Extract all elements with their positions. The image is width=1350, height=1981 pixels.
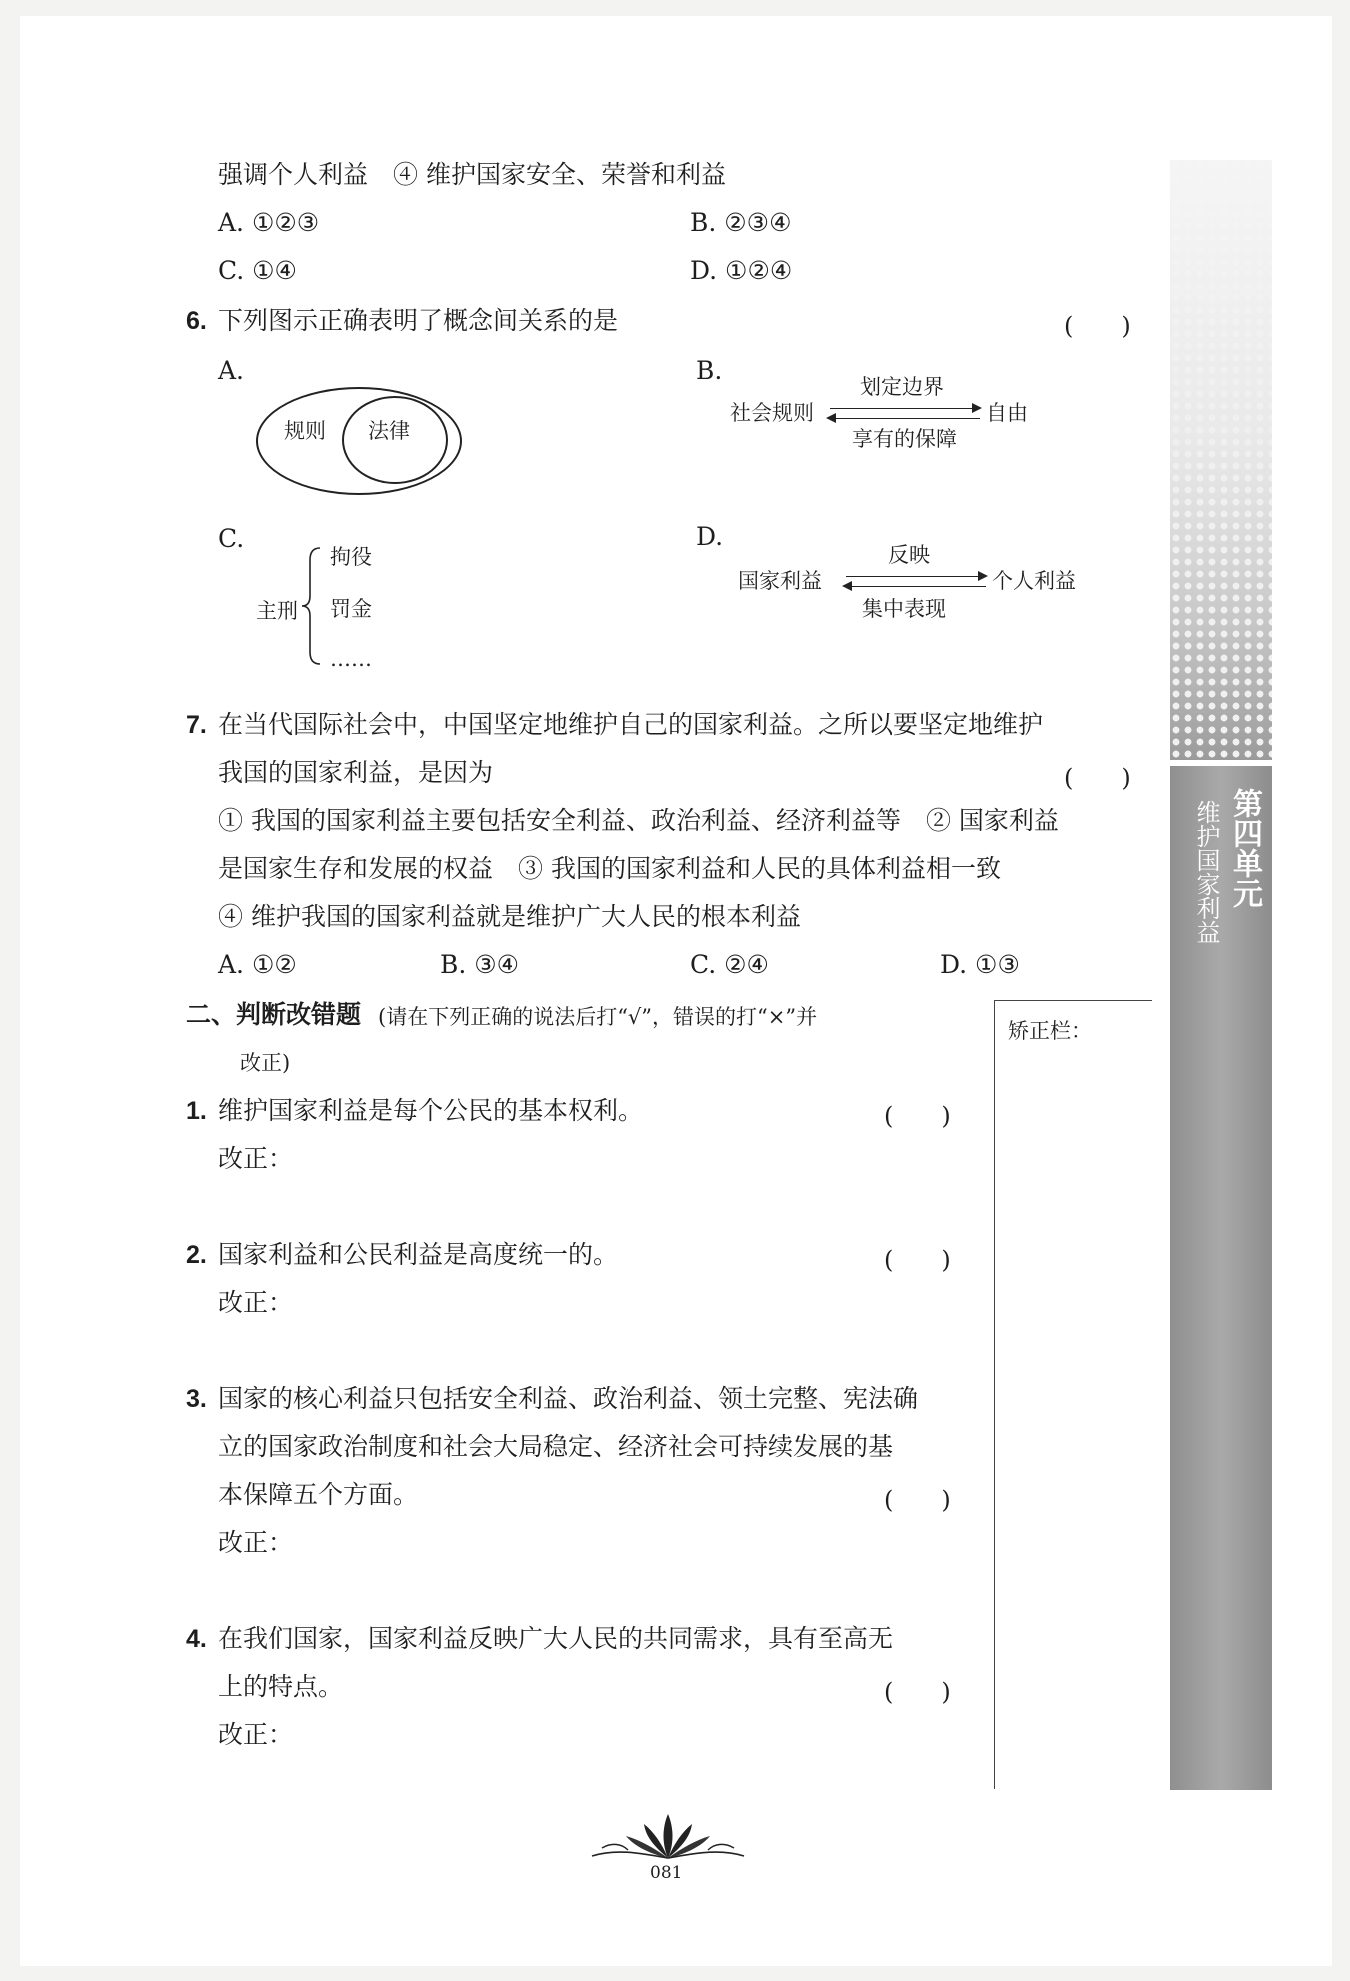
j4-answer-blank[interactable]: ( ) <box>884 1678 951 1706</box>
j2-correct-label: 改正： <box>218 1288 294 1317</box>
j2-text: 国家利益和公民利益是高度统一的。 <box>218 1240 619 1269</box>
j1-answer-blank[interactable]: ( ) <box>884 1102 951 1130</box>
d-left-arrowhead <box>842 581 852 591</box>
d-right-arrowhead <box>978 571 988 581</box>
section2-instruction-2: 改正) <box>240 1051 291 1075</box>
q5-option-c: C. ①④ <box>218 256 297 285</box>
b-right-label: 自由 <box>986 401 1028 425</box>
q6-option-d-label: D. <box>696 522 724 551</box>
q7-line-5: ④ 维护我国的国家利益就是维护广大人民的根本利益 <box>218 902 801 931</box>
d-arrow-bottom-label: 集中表现 <box>862 597 946 621</box>
q7-option-a: A. ①② <box>218 950 297 979</box>
q7-option-d: D. ①③ <box>940 950 1020 979</box>
q5-line: 强调个人利益 ④ 维护国家安全、荣誉和利益 <box>218 160 726 189</box>
b-left-arrowhead <box>826 413 836 423</box>
d-arrow-top-label: 反映 <box>888 543 930 567</box>
b-left-label: 社会规则 <box>730 401 814 425</box>
unit-number: 第四单元 <box>1227 788 1262 908</box>
page-number: 081 <box>650 1863 683 1883</box>
b-arrow-top-label: 划定边界 <box>860 375 944 399</box>
j1-number: 1. <box>186 1097 207 1125</box>
venn-inner-label: 法律 <box>368 419 410 443</box>
q7-number: 7. <box>186 711 207 739</box>
q6-stem: 下列图示正确表明了概念间关系的是 <box>218 306 619 335</box>
j4-number: 4. <box>186 1625 207 1653</box>
q6-number: 6. <box>186 307 207 335</box>
d-left-label: 国家利益 <box>738 569 822 593</box>
b-right-arrow <box>830 408 980 409</box>
d-left-arrow <box>846 586 986 587</box>
venn-outer-label: 规则 <box>284 419 326 443</box>
q7-option-b: B. ③④ <box>440 950 520 979</box>
footer-ornament-icon <box>588 1808 748 1864</box>
q6-option-b-label: B. <box>696 356 723 385</box>
unit-title: 维护国家利益 <box>1192 800 1220 944</box>
j2-number: 2. <box>186 1241 207 1269</box>
b-arrow-bottom-label: 享有的保障 <box>852 427 957 451</box>
c-root-label: 主刑 <box>256 599 298 623</box>
pattern-fade <box>1170 160 1272 760</box>
q6-answer-blank[interactable]: ( ) <box>1064 312 1131 340</box>
j4-line-1: 在我们国家，国家利益反映广大人民的共同需求，具有至高无 <box>218 1624 894 1653</box>
b-right-arrowhead <box>972 403 982 413</box>
c-item-3: …… <box>330 647 372 671</box>
c-item-1: 拘役 <box>330 545 372 569</box>
j3-line-1: 国家的核心利益只包括安全利益、政治利益、领土完整、宪法确 <box>218 1384 919 1413</box>
j3-line-3: 本保障五个方面。 <box>218 1480 419 1509</box>
j3-answer-blank[interactable]: ( ) <box>884 1486 951 1514</box>
d-right-label: 个人利益 <box>992 569 1076 593</box>
j1-correct-label: 改正： <box>218 1144 294 1173</box>
q7-line-3: ① 我国的国家利益主要包括安全利益、政治利益、经济利益等 ② 国家利益 <box>218 806 1059 835</box>
unit-side-tab <box>1170 160 1272 1790</box>
q5-option-a: A. ①②③ <box>218 208 320 237</box>
q7-line-4: 是国家生存和发展的权益 ③ 我国的国家利益和人民的具体利益相一致 <box>218 854 1001 883</box>
c-item-2: 罚金 <box>330 597 372 621</box>
d-right-arrow <box>846 576 986 577</box>
c-brace <box>300 546 324 666</box>
correction-column[interactable] <box>994 1000 1152 1789</box>
q7-option-c: C. ②④ <box>690 950 769 979</box>
q6-option-c-label: C. <box>218 524 245 553</box>
q5-option-d: D. ①②④ <box>690 256 793 285</box>
j2-answer-blank[interactable]: ( ) <box>884 1246 951 1274</box>
correction-label: 矫正栏： <box>1008 1019 1092 1043</box>
q7-answer-blank[interactable]: ( ) <box>1064 764 1131 792</box>
j3-correct-label: 改正： <box>218 1528 294 1557</box>
q7-line-1: 在当代国际社会中，中国坚定地维护自己的国家利益。之所以要坚定地维护 <box>218 710 1044 739</box>
q7-line-2: 我国的国家利益，是因为 <box>218 758 494 787</box>
section2-heading: 二、判断改错题 <box>186 1000 362 1029</box>
q6-option-a-label: A. <box>218 356 245 385</box>
j4-correct-label: 改正： <box>218 1720 294 1749</box>
j4-line-2: 上的特点。 <box>218 1672 344 1701</box>
b-left-arrow <box>830 418 980 419</box>
j3-number: 3. <box>186 1385 207 1413</box>
j1-text: 维护国家利益是每个公民的基本权利。 <box>218 1096 644 1125</box>
tab-divider <box>1170 760 1272 766</box>
q5-option-b: B. ②③④ <box>690 208 792 237</box>
section2-instruction-1: (请在下列正确的说法后打“√”，错误的打“×”并 <box>378 1005 818 1029</box>
j3-line-2: 立的国家政治制度和社会大局稳定、经济社会可持续发展的基 <box>218 1432 894 1461</box>
